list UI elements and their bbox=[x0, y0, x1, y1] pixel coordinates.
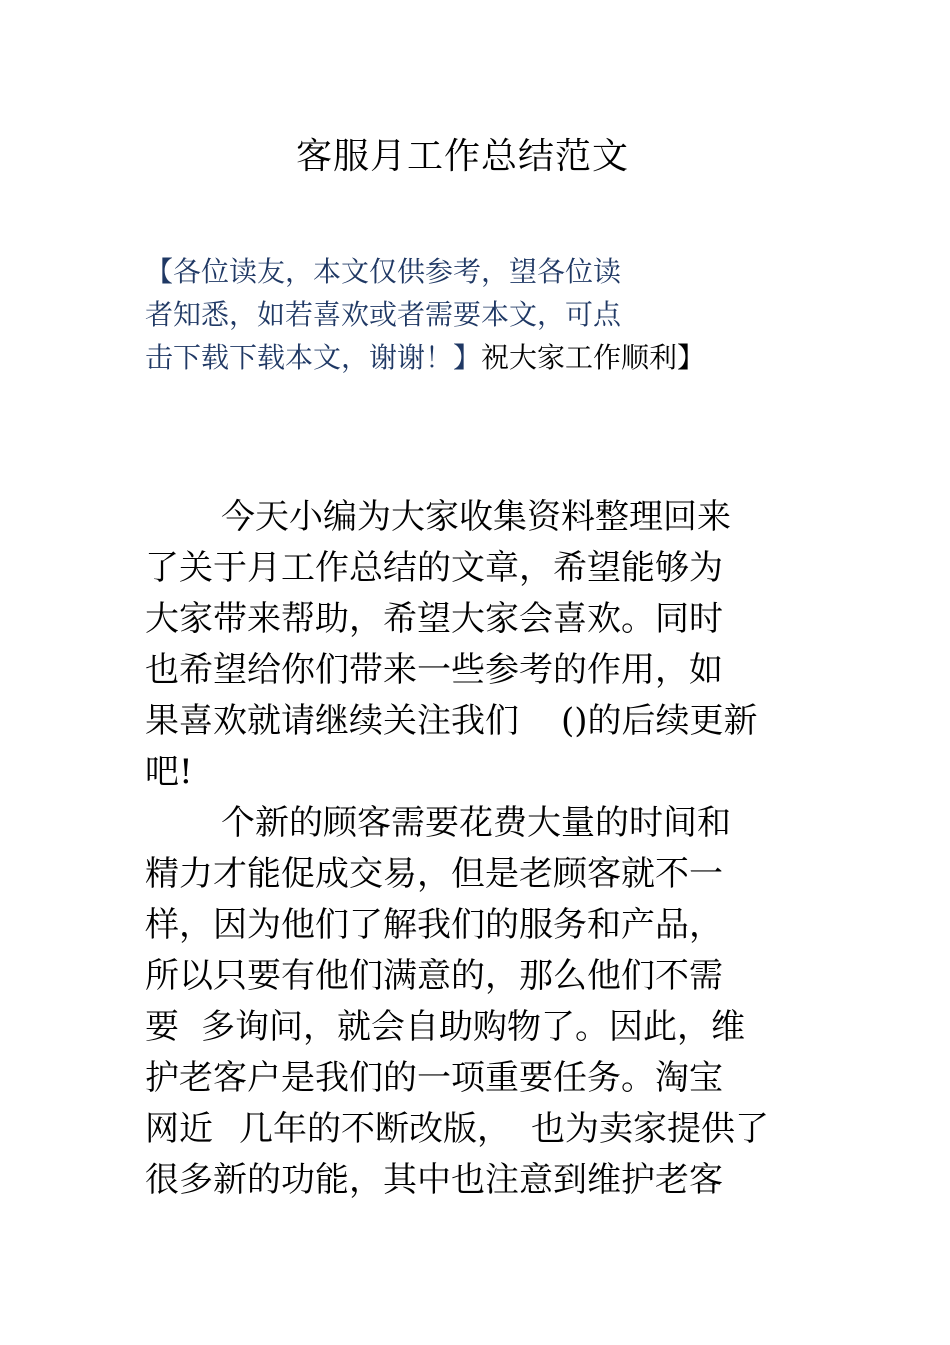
paragraph-2-line-1: 个新的顾客需要花费大量的时间和 bbox=[221, 803, 731, 843]
download-notice bbox=[145, 250, 705, 379]
paragraph-line bbox=[145, 696, 769, 747]
paragraph-line: 样，因为他们了解我们的服务和产品， bbox=[145, 905, 723, 945]
paragraph-2-line-7b: 几年的不断改版， bbox=[239, 1109, 511, 1149]
notice-line: 【各位读友，本文仅供参考，望各位读 bbox=[145, 255, 622, 288]
paragraph-line: 很多新的功能，其中也注意到维护老客 bbox=[145, 1160, 723, 1200]
paragraph-2-line-5b: 多询问，就会自助购物了。因此，维 bbox=[201, 1007, 745, 1047]
paragraph-1-line-1: 今天小编为大家收集资料整理回来 bbox=[221, 497, 731, 537]
paragraph-line: 精力才能促成交易，但是老顾客就不一 bbox=[145, 854, 723, 894]
paragraph-line bbox=[145, 1002, 769, 1053]
paragraph-line bbox=[145, 492, 769, 543]
notice-line: 者知悉，如若喜欢或者需要本文，可点 bbox=[145, 298, 622, 331]
paragraph-line bbox=[145, 1104, 769, 1155]
notice-line bbox=[145, 336, 705, 379]
paragraph-2-line-7c: 也为卖家提供了 bbox=[531, 1109, 769, 1149]
page-title: 客服月工作总结范文 bbox=[295, 136, 629, 177]
paragraph-2-line-7a: 网近 bbox=[145, 1109, 213, 1149]
paragraph-line bbox=[145, 798, 769, 849]
paragraph-1-line-5a: 果喜欢就请继续关注我们 bbox=[145, 701, 519, 741]
paragraph-line: 所以只要有他们满意的，那么他们不需 bbox=[145, 956, 723, 996]
notice-line-main: 击下载下载本文，谢谢！】 bbox=[145, 341, 482, 374]
paragraph-2-line-5a: 要 bbox=[145, 1007, 179, 1047]
notice-line-tail: 祝大家工作顺利】 bbox=[481, 341, 706, 374]
paragraph-1-line-5b: ()的后续更新 bbox=[561, 701, 758, 741]
paragraph-line: 护老客户是我们的一项重要任务。淘宝 bbox=[145, 1058, 723, 1098]
body-text bbox=[145, 492, 769, 1206]
paragraph-line: 也希望给你们带来一些参考的作用，如 bbox=[145, 650, 723, 690]
paragraph-line: 大家带来帮助，希望大家会喜欢。同时 bbox=[145, 599, 723, 639]
paragraph-line: 了关于月工作总结的文章，希望能够为 bbox=[145, 548, 723, 588]
paragraph-line: 吧! bbox=[145, 752, 193, 792]
